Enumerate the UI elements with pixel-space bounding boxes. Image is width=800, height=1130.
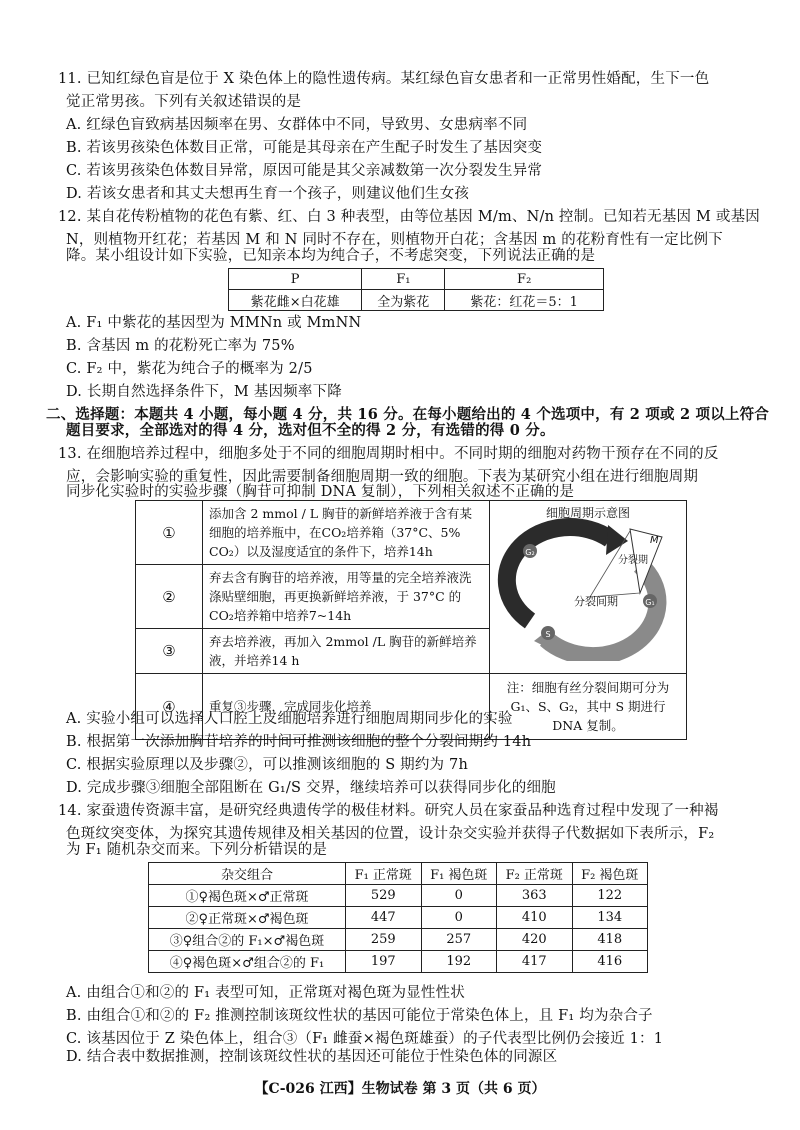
q11-option-d: D. 若该女患者和其丈夫想再生育一个孩子，则建议他们生女孩 — [66, 186, 470, 202]
note-line: G₁、S、G₂，其中 S 期进行 — [510, 699, 666, 714]
q14-stem-2: 色斑纹突变体，为探究其遗传规律及相关基因的位置，设计杂交实验并获得子代数据如下表所示，F₂ — [66, 826, 715, 842]
label-interphase: 分裂间期 — [574, 595, 618, 608]
q14-cell: 0 — [421, 885, 497, 907]
q14-cell: 416 — [572, 951, 648, 973]
q14-stem-1: 14. 家蚕遗传资源丰富，是研究经典遗传学的极佳材料。研究人员在家蚕品种选育过程中发现了一种褐 — [58, 803, 719, 819]
step-text: 重复③步骤，完成同步化培养 — [203, 674, 490, 740]
q14-stem-3: 为 F₁ 随机杂交而来。下列分析错误的是 — [66, 842, 328, 858]
q14-cell: 192 — [421, 951, 497, 973]
q14-cell: 410 — [497, 907, 573, 929]
q14-option-d: D. 结合表中数据推测，控制该斑纹性状的基因还可能位于性染色体的同源区 — [66, 1049, 558, 1065]
q14-cell: 257 — [421, 929, 497, 951]
q14-option-a: A. 由组合①和②的 F₁ 表型可知，正常斑对褐色斑为显性性状 — [66, 985, 465, 1001]
q12-cell: 全为紫花 — [362, 290, 445, 311]
label-m: M — [650, 535, 659, 546]
section2-heading-1: 二、选择题：本题共 4 小题，每小题 4 分，共 16 分。在每小题给出的 4 个选项中，有 2 项或 2 项以上符合 — [46, 406, 769, 423]
q14-header: F₁ 正常斑 — [346, 863, 422, 885]
q14-cell: 529 — [346, 885, 422, 907]
q14-cell: ①♀褐色斑×♂正常斑 — [149, 885, 346, 907]
q14-cell: 0 — [421, 907, 497, 929]
q11-option-b: B. 若该男孩染色体数目正常，可能是其母亲在产生配子时发生了基因突变 — [66, 140, 543, 156]
page-footer: 【C-026 江西】生物试卷 第 3 页（共 6 页） — [254, 1081, 546, 1097]
q11-option-c: C. 若该男孩染色体数目异常，原因可能是其父亲减数第一次分裂发生异常 — [66, 163, 543, 179]
q14-cell: 418 — [572, 929, 648, 951]
q12-stem-3: 降。某小组设计如下实验，已知亲本均为纯合子，不考虑突变，下列说法正确的是 — [66, 248, 596, 264]
q14-cell: 259 — [346, 929, 422, 951]
q12-header-p: P — [229, 269, 362, 290]
q12-stem-2: N，则植物开红花；若基因 M 和 N 同时不存在，则植物开白花；含基因 m 的花粉育性有一定比例下 — [66, 232, 723, 248]
q14-cell: 420 — [497, 929, 573, 951]
q14-cell: ②♀正常斑×♂褐色斑 — [149, 907, 346, 929]
step-text: 添加含 2 mmol / L 胸苷的新鲜培养液于含有某细胞的培养瓶中，在CO₂培养箱（37°C、5% CO₂）以及湿度适宜的条件下，培养14h — [203, 501, 490, 565]
q14-option-b: B. 由组合①和②的 F₂ 推测控制该斑纹性状的基因可能位于常染色体上，且 F₁ 均为杂合子 — [66, 1008, 653, 1024]
q12-stem-1: 12. 某自花传粉植物的花色有紫、红、白 3 种表型，由等位基因 M/m、N/n 控制。已知若无基因 M 或基因 — [58, 209, 760, 225]
q14-header: F₂ 褐色斑 — [572, 863, 648, 885]
q14-header: 杂交组合 — [149, 863, 346, 885]
q12-option-d: D. 长期自然选择条件下，M 基因频率下降 — [66, 384, 342, 400]
q13-option-d: D. 完成步骤③细胞全部阻断在 G₁/S 交界，继续培养可以获得同步化的细胞 — [66, 780, 556, 796]
q13-steps-table — [135, 500, 687, 740]
step-number: ③ — [136, 629, 203, 674]
table-row — [136, 501, 687, 565]
step-text: 弃去含有胸苷的培养液，用等量的完全培养液洗涤贴壁细胞，再更换新鲜培养液，于 37°C 的 CO₂培养箱中培养7~14h — [203, 565, 490, 629]
q14-cell: 417 — [497, 951, 573, 973]
q12-header-f2: F₂ — [445, 269, 604, 290]
q14-cell: 363 — [497, 885, 573, 907]
q14-cell: ④♀褐色斑×♂组合②的 F₁ — [149, 951, 346, 973]
label-g1: G₁ — [645, 598, 655, 607]
q14-header: F₁ 褐色斑 — [421, 863, 497, 885]
label-mitosis: 分裂期 — [618, 555, 648, 566]
diagram-note — [490, 674, 687, 740]
q14-table — [148, 862, 648, 973]
q14-header: F₂ 正常斑 — [497, 863, 573, 885]
cell-cycle-diagram — [490, 501, 687, 674]
q12-option-c: C. F₂ 中，紫花为纯合子的概率为 2/5 — [66, 361, 313, 377]
q13-option-c: C. 根据实验原理以及步骤②，可以推测该细胞的 S 期约为 7h — [66, 757, 469, 773]
q11-stem-1: 11. 已知红绿色盲是位于 X 染色体上的隐性遗传病。某红绿色盲女患者和一正常男性婚配，生下一色 — [58, 71, 710, 87]
label-s: S — [545, 630, 551, 639]
q14-cell: ③♀组合②的 F₁×♂褐色斑 — [149, 929, 346, 951]
q14-option-c: C. 该基因位于 Z 染色体上，组合③（F₁ 雌蚕×褐色斑雄蚕）的子代表型比例仍会接近 1：1 — [66, 1031, 664, 1047]
q13-stem-3: 同步化实验时的实验步骤（胸苷可抑制 DNA 复制），下列相关叙述不正确的是 — [66, 484, 575, 500]
note-line: 注：细胞有丝分裂间期可分为 — [506, 680, 670, 695]
q13-option-a: A. 实验小组可以选择人口腔上皮细胞培养进行细胞周期同步化的实验 — [66, 711, 513, 727]
q12-option-a: A. F₁ 中紫花的基因型为 MMNn 或 MmNN — [66, 315, 362, 331]
q12-table — [228, 268, 604, 311]
table-row — [229, 290, 604, 311]
q13-stem-1: 13. 在细胞培养过程中，细胞多处于不同的细胞周期时相中。不同时期的细胞对药物干预存在不同的反 — [58, 446, 719, 462]
table-row — [149, 929, 648, 951]
diagram-title: 细胞周期示意图 — [545, 506, 631, 520]
note-line: DNA 复制。 — [552, 718, 624, 733]
q13-option-b: B. 根据第一次添加胸苷培养的时间可推测该细胞的整个分裂间期约 14h — [66, 734, 532, 750]
step-number: ② — [136, 565, 203, 629]
table-row — [149, 885, 648, 907]
q14-cell: 197 — [346, 951, 422, 973]
q11-stem-2: 觉正常男孩。下列有关叙述错误的是 — [66, 94, 302, 110]
q12-cell: 紫花雌×白花雄 — [229, 290, 362, 311]
label-g2: G₂ — [525, 548, 535, 557]
q14-cell: 134 — [572, 907, 648, 929]
section2-heading-2: 题目要求，全部选对的得 4 分，选对但不全的得 2 分，有选错的得 0 分。 — [66, 422, 555, 439]
step-number: ④ — [136, 674, 203, 740]
q12-cell: 紫花：红花＝5：1 — [445, 290, 604, 311]
q12-option-b: B. 含基因 m 的花粉死亡率为 75% — [66, 338, 295, 354]
step-number: ① — [136, 501, 203, 565]
q14-cell: 447 — [346, 907, 422, 929]
table-row — [149, 907, 648, 929]
q14-cell: 122 — [572, 885, 648, 907]
q13-stem-2: 应，会影响实验的重复性，因此需要制备细胞周期一致的细胞。下表为某研究小组在进行细胞周期 — [66, 469, 699, 485]
step-text: 弃去培养液，再加入 2mmol /L 胸苷的新鲜培养液，并培养14 h — [203, 629, 490, 674]
q12-header-f1: F₁ — [362, 269, 445, 290]
table-row — [149, 951, 648, 973]
cell-cycle-svg — [490, 501, 686, 661]
q11-option-a: A. 红绿色盲致病基因频率在男、女群体中不同，导致男、女患病率不同 — [66, 117, 528, 133]
